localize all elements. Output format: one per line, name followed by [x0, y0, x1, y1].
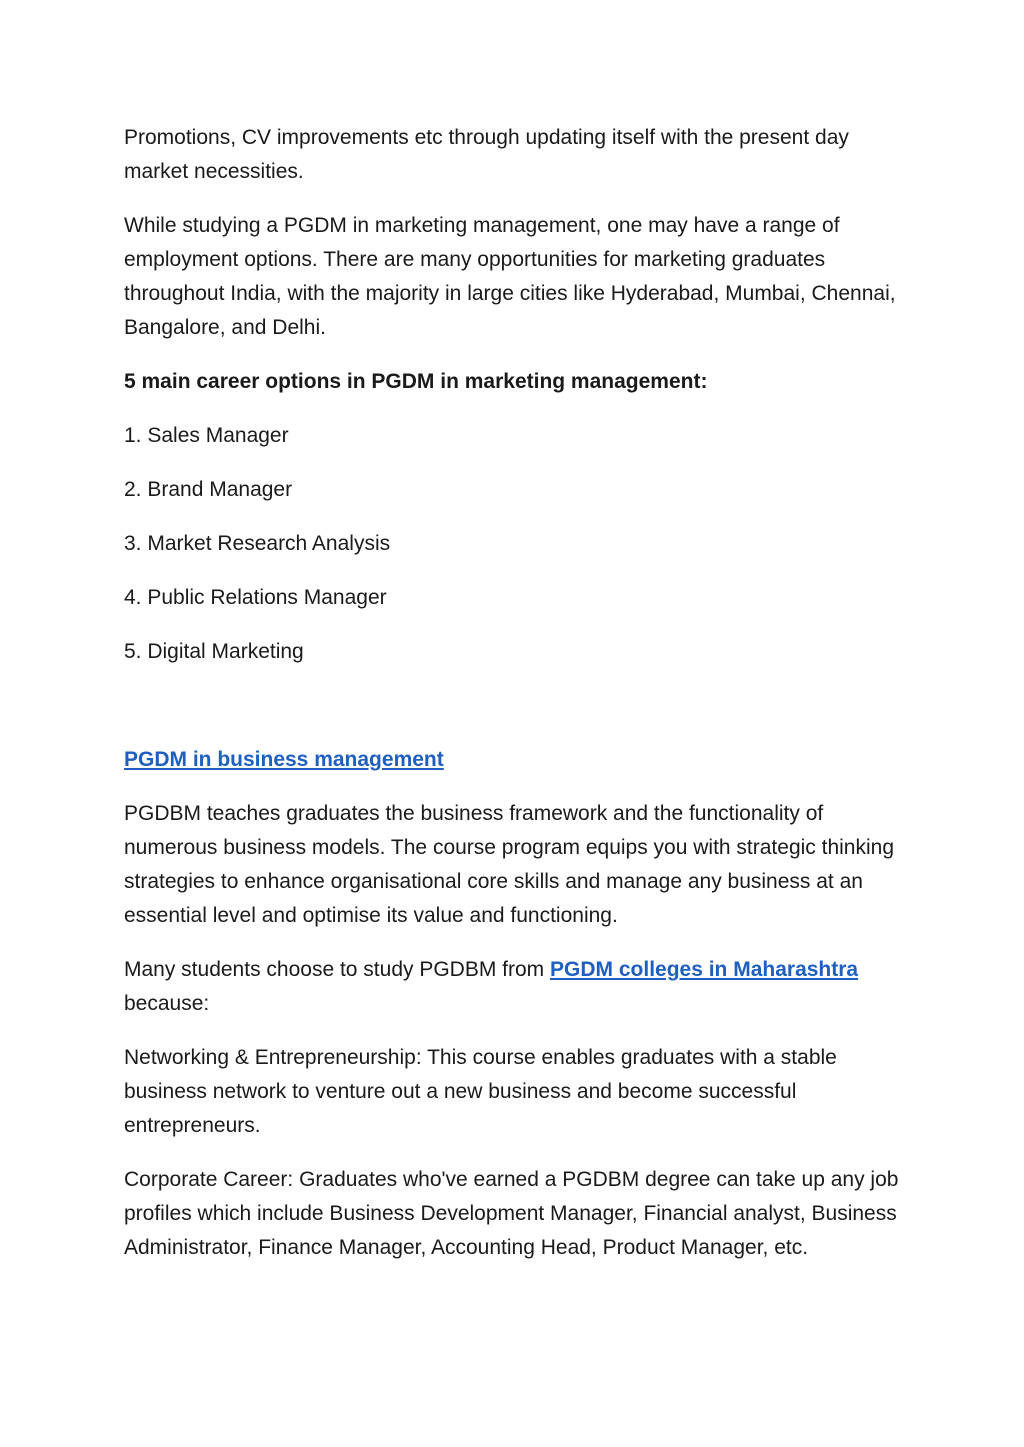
careers-heading: 5 main career options in PGDM in marketing management:	[124, 370, 708, 393]
intro-paragraph-1: Promotions, CV improvements etc through updating itself with the present day market necessities.	[124, 126, 849, 183]
intro-paragraph-2: While studying a PGDM in marketing management, one may have a range of employment options. There are many opportunities for marketing graduates throughout India, with the majority in large cities like Hyderabad, Mumbai, Chennai, Bangalore, and Delhi.	[124, 214, 896, 339]
section-spacer	[124, 689, 914, 743]
business-paragraph-2	[124, 953, 914, 1021]
business-paragraph-2-lead: Many students choose to study PGDBM from	[124, 958, 551, 981]
list-item: 5. Digital Marketing	[124, 640, 304, 663]
pgdm-business-management-link[interactable]: PGDM in business management	[124, 748, 444, 771]
list-item: 4. Public Relations Manager	[124, 586, 387, 609]
list-item: 3. Market Research Analysis	[124, 532, 391, 555]
pgdm-colleges-maharashtra-link[interactable]: PGDM colleges in Maharashtra	[550, 958, 859, 981]
business-paragraph-3: Networking & Entrepreneurship: This course enables graduates with a stable business network to venture out a new business and become successful entrepreneurs.	[124, 1046, 837, 1137]
document-page	[124, 121, 914, 1285]
business-paragraph-1: PGDBM teaches graduates the business framework and the functionality of numerous business models. The course program equips you with strategic thinking strategies to enhance organisational core skills and manage any business at an essential level and optimise its value and functioning.	[124, 802, 895, 927]
business-paragraph-2-tail: because:	[124, 992, 210, 1015]
business-paragraph-4: Corporate Career: Graduates who've earned a PGDBM degree can take up any job profiles which include Business Development Manager, Financial analyst, Business Administrator, Finance Manager, Accounting Head, Product Manager, etc.	[124, 1168, 899, 1259]
business-heading-row	[124, 743, 914, 777]
list-item: 1. Sales Manager	[124, 424, 289, 447]
list-item: 2. Brand Manager	[124, 478, 293, 501]
career-list	[124, 419, 914, 669]
